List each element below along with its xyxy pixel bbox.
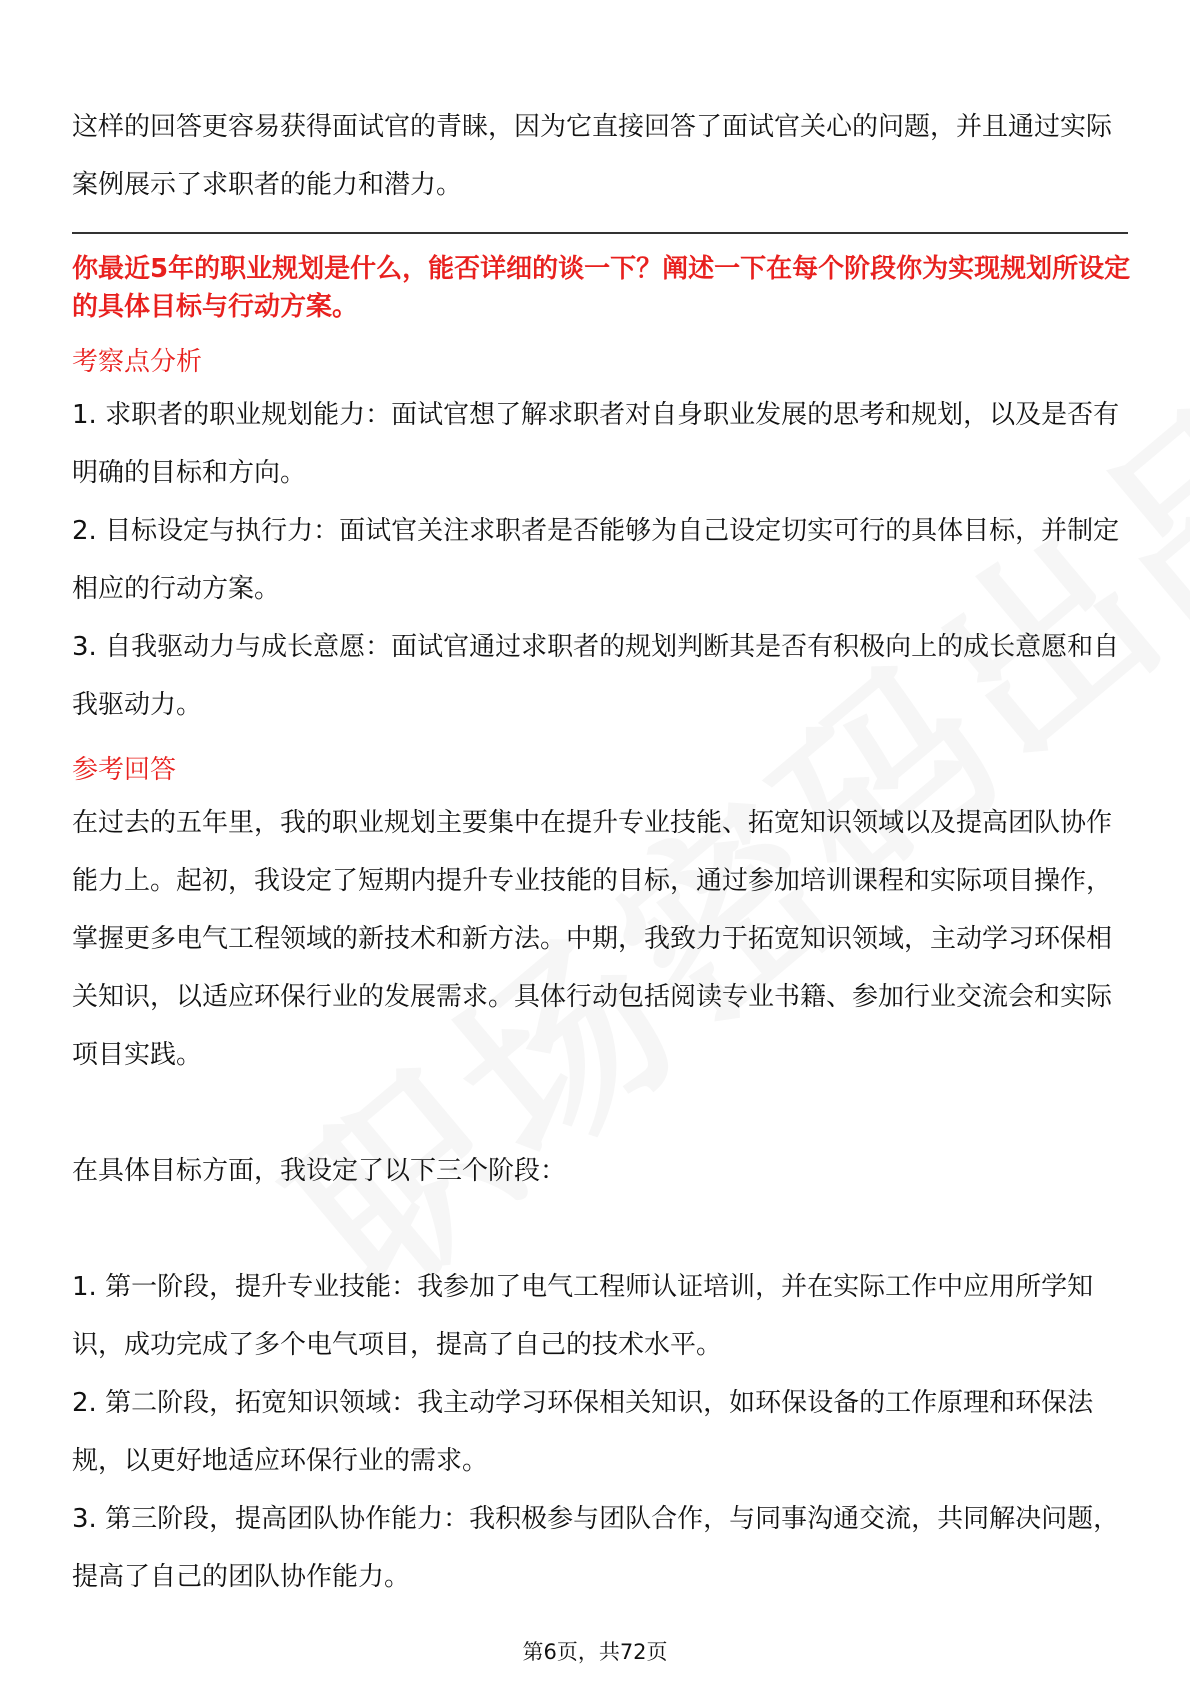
intro-paragraph: 这样的回答更容易获得面试官的青睐，因为它直接回答了面试官关心的问题，并且通过实际案例展示了求职者的能力和潜力。 (72, 112, 1113, 200)
answer-paragraph: 在具体目标方面，我设定了以下三个阶段： (72, 1156, 567, 1186)
analysis-item: 2. 目标设定与执行力：面试官关注求职者是否能够为自己设定切实可行的具体目标，并制定相应的行动方案。 (72, 516, 1120, 604)
answer-paragraph: 在过去的五年里，我的职业规划主要集中在提升专业技能、拓宽知识领域以及提高团队协作能力上。起初，我设定了短期内提升专业技能的目标，通过参加培训课程和实际项目操作，掌握更多电气工程领域的新技术和新方法。中期，我致力于拓宽知识领域，主动学习环保相关知识，以适应环保行业的发展需求。具体行动包括阅读专业书籍、参加行业交流会和实际项目实践。 (72, 808, 1113, 1070)
stage-item: 3. 第三阶段，提高团队协作能力：我积极参与团队合作，与同事沟通交流，共同解决问题，提高了自己的团队协作能力。 (72, 1504, 1120, 1592)
stage-item: 2. 第二阶段，拓宽知识领域：我主动学习环保相关知识，如环保设备的工作原理和环保法规，以更好地适应环保行业的需求。 (72, 1388, 1094, 1476)
answer-title: 参考回答 (72, 755, 177, 785)
page-footer: 第6页，共72页 (522, 1640, 668, 1664)
spacer (72, 1200, 1132, 1258)
section-divider (72, 232, 1128, 234)
analysis-item: 1. 求职者的职业规划能力：面试官想了解求职者对自身职业发展的思考和规划，以及是否有明确的目标和方向。 (72, 400, 1120, 488)
question-heading: 你最近5年的职业规划是什么，能否详细的谈一下？阐述一下在每个阶段你为实现规划所设定的具体目标与行动方案。 (72, 254, 1131, 322)
analysis-item: 3. 自我驱动力与成长意愿：面试官通过求职者的规划判断其是否有积极向上的成长意愿和自我驱动力。 (72, 632, 1120, 720)
analysis-title: 考察点分析 (72, 347, 203, 377)
spacer (72, 1084, 1132, 1142)
stage-item: 1. 第一阶段，提升专业技能：我参加了电气工程师认证培训，并在实际工作中应用所学知识，成功完成了多个电气项目，提高了自己的技术水平。 (72, 1272, 1094, 1360)
page-content (72, 98, 1132, 1606)
